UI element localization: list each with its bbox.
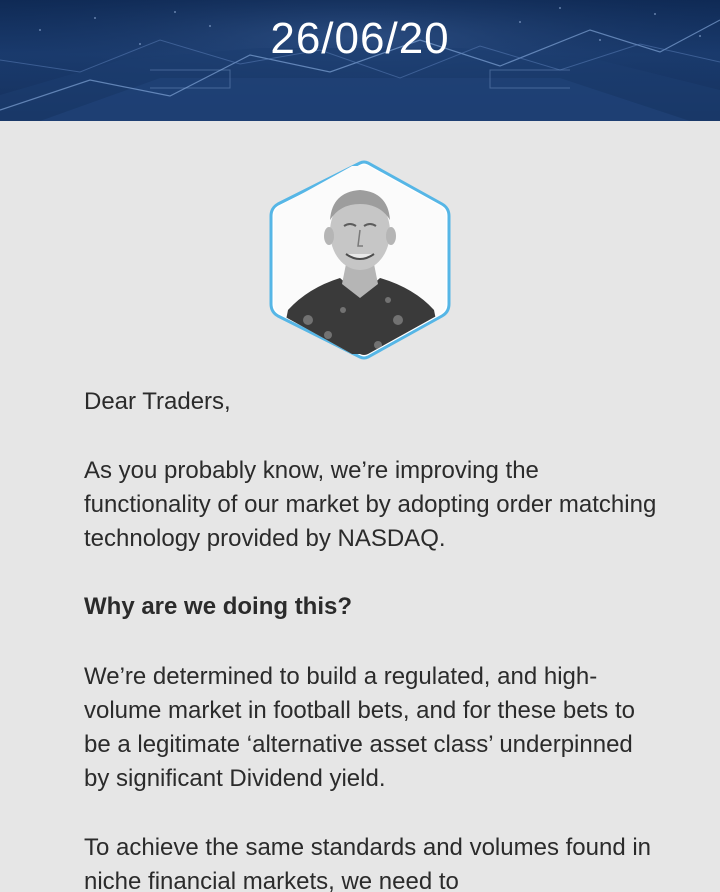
author-avatar — [268, 160, 452, 360]
letter-paragraph-1: As you probably know, we’re improving the functionality of our market by adopting order matching technology provided by NASDAQ. — [84, 457, 657, 552]
email-date: 26/06/20 — [270, 14, 450, 63]
letter-paragraph-3: To achieve the same standards and volumes found in niche financial markets, we need to — [84, 834, 652, 892]
letter-greeting: Dear Traders, — [84, 388, 231, 415]
letter-body — [84, 385, 664, 892]
section-heading: Why are we doing this? — [84, 593, 353, 620]
header-banner — [0, 0, 720, 121]
letter-paragraph-2: We’re determined to build a regulated, and high-volume market in football bets, and for these bets to be a legitimate ‘alternative asset class’ underpinned by significant Dividend yield. — [84, 663, 635, 792]
